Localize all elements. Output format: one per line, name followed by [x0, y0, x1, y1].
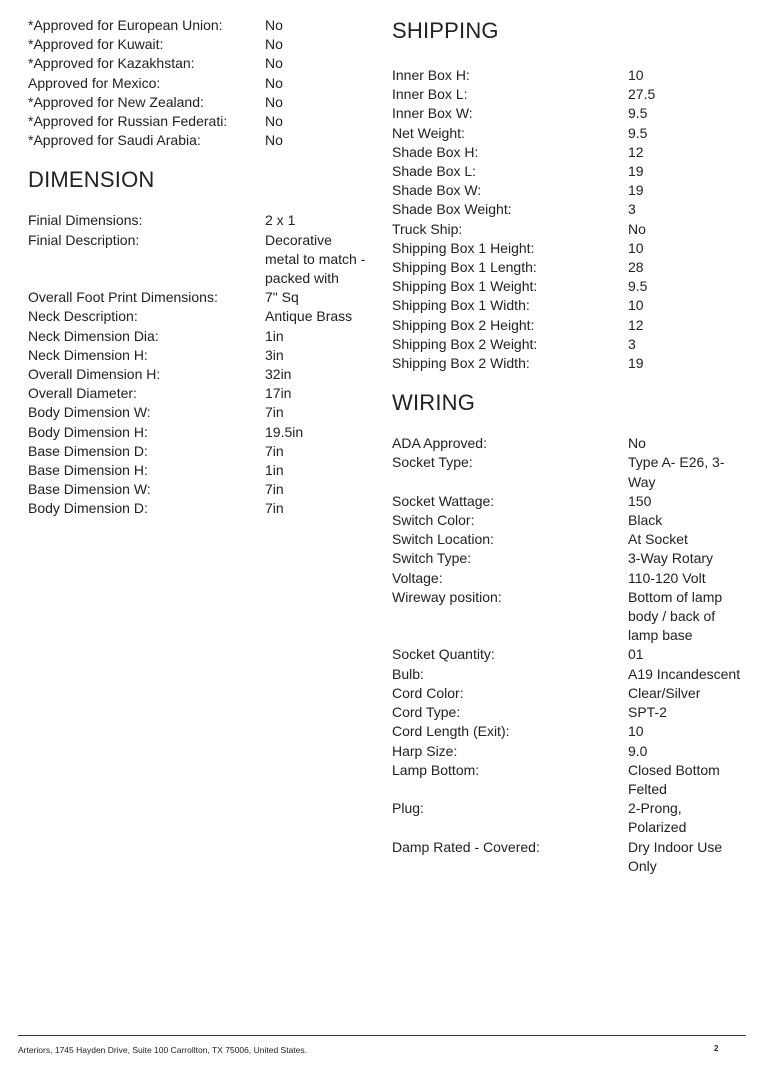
- spec-value: Antique Brass: [265, 308, 353, 325]
- spec-value: 17in: [265, 385, 292, 402]
- spec-label: Shade Box H:: [392, 143, 479, 160]
- spec-row: [392, 665, 742, 684]
- spec-row: [392, 453, 742, 491]
- approvals-list: [28, 16, 368, 150]
- spec-label: Inner Box H:: [392, 67, 470, 83]
- shipping-heading: SHIPPING: [392, 18, 499, 43]
- spec-label: Shade Box L:: [392, 163, 477, 180]
- spec-label: *Approved for European Union:: [28, 17, 223, 33]
- spec-value: 7in: [265, 442, 284, 459]
- spec-label: Bulb:: [392, 665, 424, 682]
- spec-value: Closed Bottom Felted: [628, 761, 720, 797]
- spec-label: Cord Type:: [392, 704, 461, 721]
- footer-divider: [18, 1035, 746, 1036]
- spec-row: [392, 511, 742, 530]
- spec-row: [28, 346, 368, 365]
- spec-row: [392, 85, 742, 104]
- spec-value: No: [265, 132, 283, 149]
- spec-value: 28: [628, 259, 644, 276]
- spec-value: 7in: [265, 500, 284, 517]
- spec-label: Base Dimension H:: [28, 462, 148, 479]
- spec-row: [392, 684, 742, 703]
- dimension-heading: DIMENSION: [28, 167, 155, 193]
- spec-label: Cord Color:: [392, 684, 464, 701]
- spec-label: Shipping Box 2 Height:: [392, 316, 535, 333]
- spec-label: Shipping Box 1 Weight:: [392, 278, 538, 295]
- spec-label: Shipping Box 2 Weight:: [392, 335, 538, 352]
- spec-label: Body Dimension D:: [28, 500, 148, 517]
- spec-label: Body Dimension W:: [28, 404, 151, 421]
- spec-row: [392, 277, 742, 296]
- spec-value: No: [628, 220, 646, 237]
- spec-label: Plug:: [392, 800, 424, 817]
- spec-label: *Approved for Kazakhstan:: [28, 55, 195, 72]
- spec-label: Base Dimension D:: [28, 442, 148, 459]
- spec-row: [392, 104, 742, 123]
- spec-label: *Approved for Kuwait:: [28, 36, 164, 53]
- spec-value: 12: [628, 143, 644, 160]
- spec-row: [28, 54, 368, 73]
- spec-value: Bottom of lamp body / back of lamp base: [628, 588, 723, 644]
- spec-row: [392, 588, 742, 646]
- spec-label: Neck Dimension Dia:: [28, 327, 159, 344]
- spec-row: [28, 499, 368, 518]
- right-column: [392, 16, 742, 876]
- spec-value: Type A- E26, 3-Way: [628, 454, 725, 490]
- spec-value: 9.5: [628, 124, 648, 141]
- spec-value: 19.5in: [265, 423, 304, 440]
- spec-value: 9.0: [628, 742, 648, 759]
- spec-label: Overall Foot Print Dimensions:: [28, 289, 218, 306]
- spec-label: Inner Box L:: [392, 86, 468, 103]
- spec-label: Shade Box Weight:: [392, 201, 512, 218]
- spec-row: [28, 131, 368, 150]
- spec-row: [28, 480, 368, 499]
- spec-label: Neck Description:: [28, 308, 138, 325]
- spec-row: [392, 258, 742, 277]
- spec-value: 01: [628, 646, 644, 663]
- spec-label: Shipping Box 1 Height:: [392, 239, 535, 256]
- spec-value: 12: [628, 316, 644, 333]
- spec-label: *Approved for New Zealand:: [28, 93, 204, 110]
- spec-value: 10: [628, 297, 644, 314]
- spec-value: No: [265, 17, 283, 33]
- spec-row: [392, 761, 742, 799]
- spec-row: [392, 239, 742, 258]
- spec-row: [392, 838, 742, 876]
- spec-value: 9.5: [628, 105, 648, 122]
- spec-label: Socket Quantity:: [392, 646, 495, 663]
- spec-label: Shipping Box 1 Width:: [392, 297, 530, 314]
- spec-row: [392, 200, 742, 219]
- spec-label: Overall Dimension H:: [28, 366, 161, 383]
- spec-label: Shade Box W:: [392, 182, 482, 199]
- spec-value: 1in: [265, 462, 284, 479]
- spec-row: [28, 307, 368, 326]
- shipping-list: [392, 66, 742, 373]
- spec-value: SPT-2: [628, 704, 667, 721]
- spec-label: Switch Location:: [392, 531, 494, 548]
- spec-label: Wireway position:: [392, 588, 502, 605]
- spec-value: 7in: [265, 481, 284, 498]
- spec-value: A19 Incandescent: [628, 665, 741, 682]
- spec-label: Lamp Bottom:: [392, 761, 480, 778]
- spec-row: [392, 124, 742, 143]
- spec-label: Socket Wattage:: [392, 492, 495, 509]
- spec-label: Finial Description:: [28, 231, 140, 248]
- spec-label: Approved for Mexico:: [28, 74, 161, 91]
- spec-value: 3: [628, 201, 636, 218]
- spec-value: 19: [628, 355, 644, 372]
- spec-value: 32in: [265, 366, 292, 383]
- spec-row: [392, 316, 742, 335]
- spec-row: [392, 296, 742, 315]
- spec-label: Truck Ship:: [392, 220, 463, 237]
- spec-row: [392, 354, 742, 373]
- spec-value: 2-Prong, Polarized: [628, 800, 687, 836]
- spec-value: No: [265, 113, 283, 130]
- spec-value: Dry Indoor Use Only: [628, 838, 723, 874]
- spec-value: 150: [628, 492, 652, 509]
- spec-row: [392, 492, 742, 511]
- spec-value: No: [265, 74, 283, 91]
- spec-row: [392, 742, 742, 761]
- spec-row: [392, 530, 742, 549]
- spec-row: [392, 722, 742, 741]
- spec-value: 3-Way Rotary: [628, 550, 714, 567]
- spec-row: [392, 162, 742, 181]
- spec-row: [392, 434, 742, 453]
- spec-value: 10: [628, 239, 644, 256]
- spec-label: Body Dimension H:: [28, 423, 148, 440]
- spec-value: At Socket: [628, 531, 688, 548]
- spec-row: [28, 211, 368, 230]
- spec-value: No: [628, 435, 646, 452]
- spec-row: [28, 423, 368, 442]
- spec-value: 10: [628, 723, 644, 740]
- spec-row: [28, 112, 368, 131]
- spec-label: Voltage:: [392, 569, 443, 586]
- spec-value: 7in: [265, 404, 284, 421]
- spec-row: [28, 35, 368, 54]
- spec-label: *Approved for Saudi Arabia:: [28, 132, 201, 149]
- spec-row: [392, 703, 742, 722]
- wiring-heading: WIRING: [392, 390, 476, 416]
- spec-row: [28, 74, 368, 93]
- spec-row: [28, 327, 368, 346]
- spec-value: 10: [628, 67, 644, 83]
- spec-value: No: [265, 93, 283, 110]
- spec-value: Decorative metal to match - packed with: [265, 231, 366, 287]
- spec-value: 27.5: [628, 86, 656, 103]
- spec-row: [392, 549, 742, 568]
- spec-row: [28, 365, 368, 384]
- spec-value: No: [265, 36, 283, 53]
- spec-label: Damp Rated - Covered:: [392, 838, 540, 855]
- spec-label: Harp Size:: [392, 742, 458, 759]
- spec-row: [392, 66, 742, 85]
- spec-label: ADA Approved:: [392, 435, 487, 452]
- spec-value: Black: [628, 512, 663, 529]
- spec-value: 7" Sq: [265, 289, 299, 306]
- spec-row: [28, 384, 368, 403]
- spec-row: [28, 288, 368, 307]
- spec-label: Finial Dimensions:: [28, 212, 143, 229]
- spec-value: 19: [628, 163, 644, 180]
- spec-label: Net Weight:: [392, 124, 465, 141]
- spec-label: Socket Type:: [392, 454, 473, 471]
- spec-label: Base Dimension W:: [28, 481, 151, 498]
- spec-row: [392, 645, 742, 664]
- spec-label: Cord Length (Exit):: [392, 723, 510, 740]
- spec-row: [28, 403, 368, 422]
- spec-label: Shipping Box 1 Length:: [392, 259, 537, 276]
- spec-label: *Approved for Russian Federati:: [28, 113, 228, 130]
- spec-row: [392, 181, 742, 200]
- spec-row: [28, 93, 368, 112]
- spec-row: [392, 335, 742, 354]
- left-column: [28, 16, 368, 519]
- spec-value: Clear/Silver: [628, 684, 701, 701]
- spec-value: 110-120 Volt: [628, 569, 706, 586]
- spec-row: [392, 220, 742, 239]
- spec-row: [392, 143, 742, 162]
- spec-row: [28, 461, 368, 480]
- spec-label: Shipping Box 2 Width:: [392, 355, 530, 372]
- spec-label: Neck Dimension H:: [28, 346, 148, 363]
- spec-row: [28, 231, 368, 289]
- spec-value: 9.5: [628, 278, 648, 295]
- footer-address: Arteriors, 1745 Hayden Drive, Suite 100 Carrollton, TX 75006, United States.: [18, 1045, 307, 1055]
- spec-value: 1in: [265, 327, 284, 344]
- spec-row: [392, 799, 742, 837]
- wiring-list: [392, 434, 742, 876]
- spec-value: 19: [628, 182, 644, 199]
- spec-row: [28, 16, 368, 35]
- spec-value: 3: [628, 335, 636, 352]
- dimension-list: [28, 211, 368, 518]
- spec-row: [28, 442, 368, 461]
- spec-value: 2 x 1: [265, 212, 296, 229]
- page-number: 2: [714, 1044, 719, 1053]
- spec-label: Switch Color:: [392, 512, 475, 529]
- spec-label: Switch Type:: [392, 550, 472, 567]
- spec-row: [392, 569, 742, 588]
- spec-value: 3in: [265, 346, 284, 363]
- spec-value: No: [265, 55, 283, 72]
- spec-label: Inner Box W:: [392, 105, 473, 122]
- spec-label: Overall Diameter:: [28, 385, 137, 402]
